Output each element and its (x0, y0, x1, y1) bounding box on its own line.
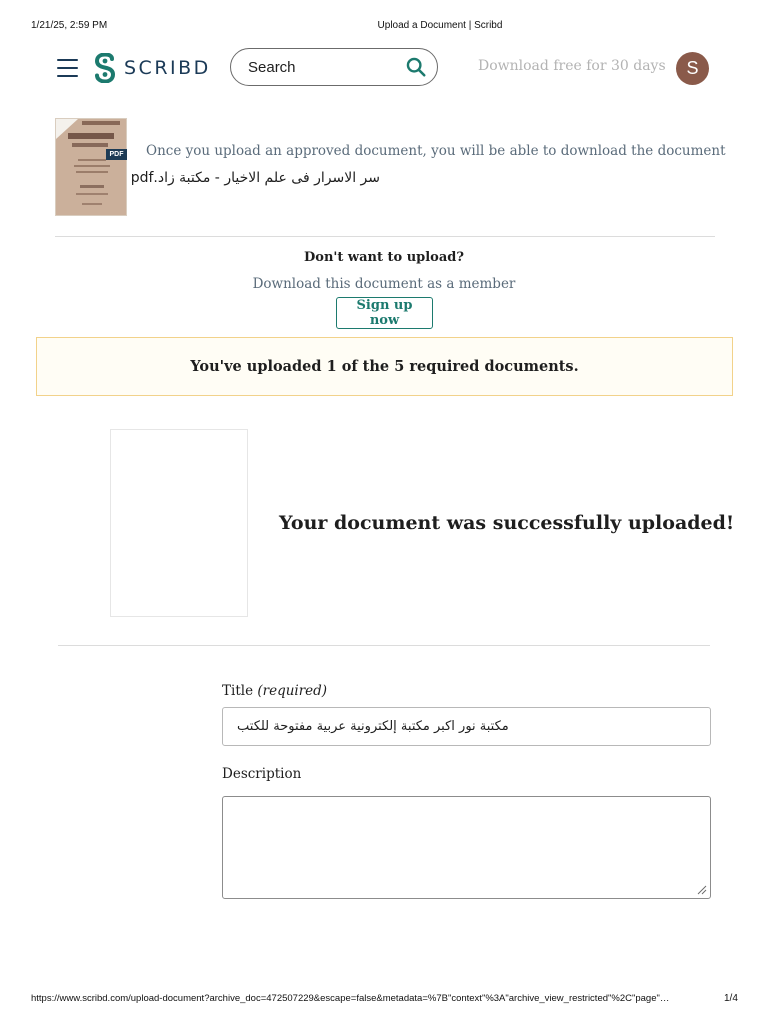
document-filename: سر الاسرار فى علم الاخيار - مكتبة زاد.pdf (130, 170, 380, 186)
download-free-link[interactable]: Download free for 30 days (478, 58, 666, 74)
upload-progress-banner (36, 337, 733, 396)
divider (55, 236, 715, 237)
upload-progress-text: You've uploaded 1 of the 5 required documents. (190, 358, 579, 375)
title-required-note: (required) (257, 683, 328, 699)
document-cover-image (56, 119, 127, 216)
upload-approval-note: Once you upload an approved document, you will be able to download the document (146, 143, 726, 159)
search-bar[interactable] (230, 48, 438, 86)
user-avatar[interactable]: S (676, 52, 709, 85)
download-as-member-text: Download this document as a member (252, 276, 516, 292)
pdf-badge: PDF (106, 149, 127, 160)
print-url: https://www.scribd.com/upload-document?archive_doc=472507229&escape=false&metadata=%7B"context"%3A"archive_view_restricted"%2C"page"… (31, 993, 670, 1004)
scribd-wordmark: SCRIBD (124, 57, 211, 79)
sign-up-button[interactable]: Sign up now (336, 297, 433, 329)
dont-want-upload-heading: Don't want to upload? (304, 250, 464, 265)
resize-handle-icon[interactable] (697, 885, 707, 895)
document-thumbnail (55, 118, 127, 216)
search-input[interactable] (246, 58, 405, 77)
description-label: Description (222, 766, 302, 782)
scribd-logo-icon (94, 53, 116, 83)
title-label (222, 683, 327, 699)
document-preview (110, 429, 248, 617)
print-page-count: 1/4 (724, 993, 738, 1004)
menu-icon[interactable] (57, 59, 78, 77)
print-page-title: Upload a Document | Scribd (377, 20, 503, 31)
description-textarea[interactable] (222, 796, 711, 899)
print-datetime: 1/21/25, 2:59 PM (31, 20, 108, 31)
upload-success-message: Your document was successfully uploaded! (279, 512, 735, 534)
title-input[interactable] (222, 707, 711, 746)
search-icon[interactable] (405, 56, 427, 78)
divider (58, 645, 710, 646)
scribd-logo[interactable] (94, 52, 211, 84)
title-label-text: Title (222, 683, 254, 699)
